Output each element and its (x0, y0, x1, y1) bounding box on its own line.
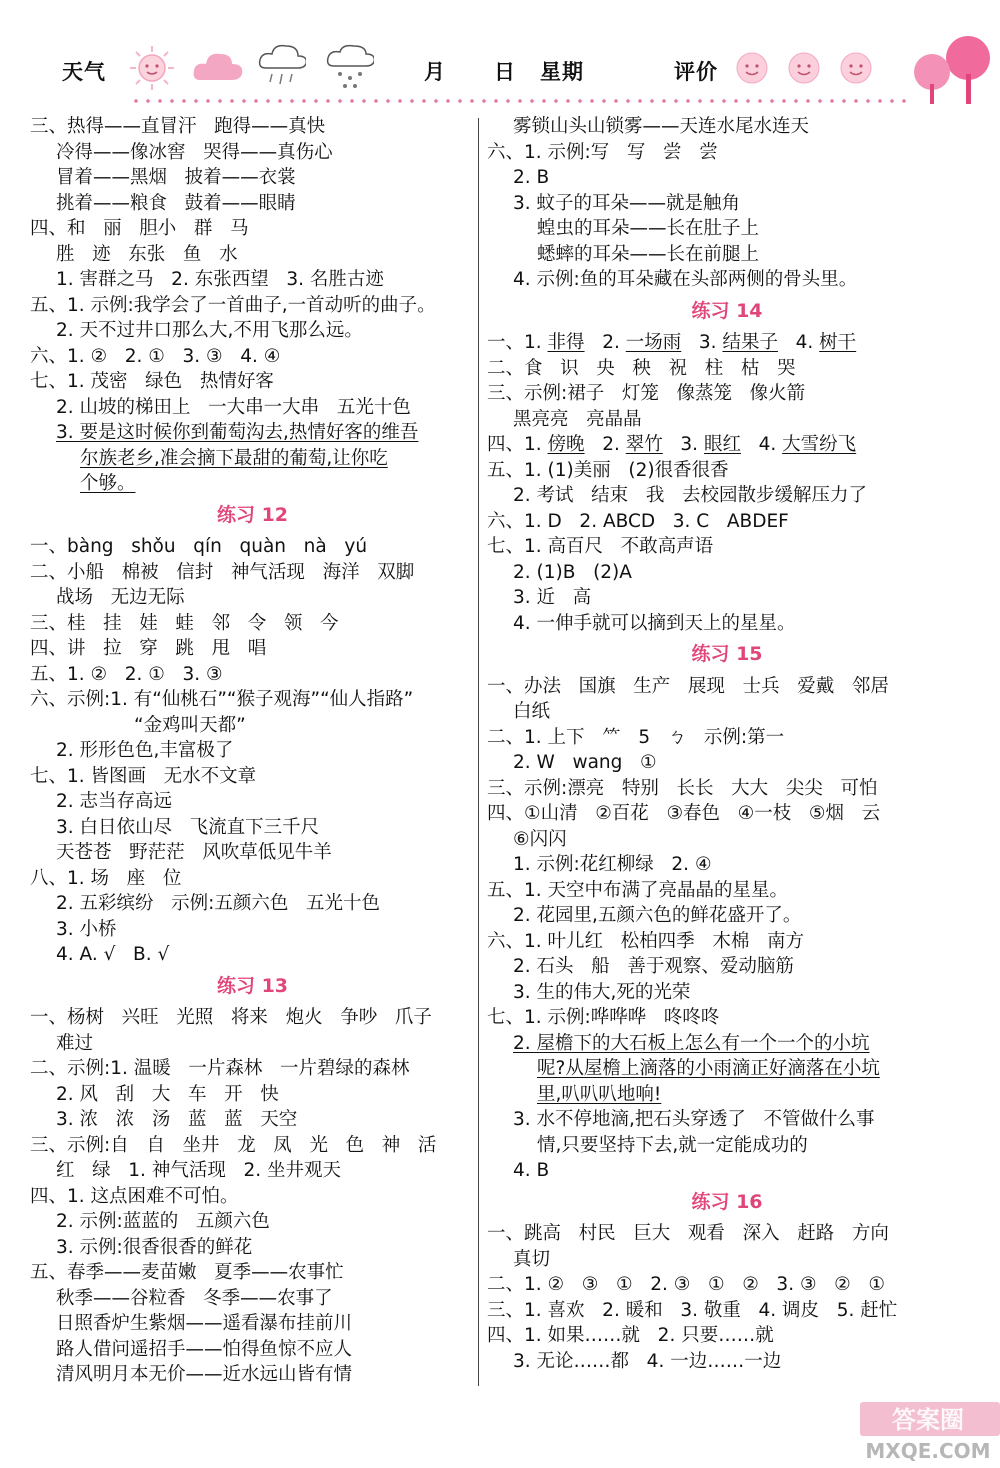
answer-line: 七、1. 皆图画 无水不文章 (30, 765, 257, 787)
answer-line: 一、杨树 兴旺 光照 将来 炮火 争吵 爪子 (30, 1007, 432, 1028)
answer-text: 4. (777, 332, 820, 353)
answer-line: ⑥闪闪 (513, 828, 567, 850)
underlined-answer: 一场雨 (625, 332, 682, 353)
answer-line: 四、①山清 ②百花 ③春色 ④一枝 ⑤烟 云 (487, 803, 881, 824)
section-title: 练习 12 (216, 503, 289, 526)
answer-line: 冒着——黑烟 披着——衣裳 (56, 167, 296, 188)
underlined-answer: 眼红 (703, 434, 741, 455)
answer-line: 红 绿 1. 神气活现 2. 坐井观天 (56, 1160, 341, 1181)
underlined-answer: 非得 (547, 332, 585, 353)
answer-line: 四、1. 如果……就 2. 只要……就 (487, 1325, 774, 1346)
snow-cloud-icon (326, 42, 374, 94)
answer-line (30, 471, 475, 497)
answer-line (30, 446, 475, 472)
answer-line: 2. 石头 船 善于观察、爱动脑筋 (513, 956, 794, 977)
answer-line: 四、和 丽 胆小 群 马 (30, 218, 249, 239)
answer-line: 4. A. √ B. √ (56, 944, 170, 965)
answer-line (487, 1056, 967, 1082)
section-title: 练习 13 (216, 974, 289, 997)
answer-line: 雾锁山头山锁雾——天连水尾水连天 (513, 116, 810, 137)
dotted-divider (130, 97, 910, 105)
answer-line: 二、小船 棉被 信封 神气活现 海洋 双脚 (30, 561, 415, 583)
answer-line: 三、桂 挂 娃 蛙 邻 令 领 今 (30, 612, 339, 634)
answer-line: 3. 生的伟大,死的光荣 (513, 981, 691, 1003)
answer-line: 一、跳高 村民 巨大 观看 深入 赶路 方向 (487, 1223, 889, 1244)
answer-line: 2. 示例:蓝蓝的 五颜六色 (56, 1211, 270, 1232)
answer-line: 2. B (513, 167, 550, 188)
answer-line: 情,只要坚持下去,就一定能成功的 (537, 1134, 808, 1156)
answer-line: 战场 无边无际 (56, 587, 185, 608)
answer-line: 真切 (513, 1248, 551, 1270)
answer-line: 五、1. (1)美丽 (2)很香很香 (487, 459, 729, 481)
answer-line: 2. 五彩缤纷 示例:五颜六色 五光十色 (56, 893, 381, 914)
answer-line: 三、示例:裙子 灯笼 像蒸笼 像火箭 (487, 383, 806, 404)
section-title: 练习 14 (691, 299, 763, 322)
sun-icon (128, 44, 176, 92)
answer-line: 五、1. 天空中布满了亮晶晶的星星。 (487, 879, 789, 901)
answer-line: 2. W wang ① (513, 752, 657, 773)
section-title: 练习 15 (691, 643, 763, 665)
month-label: 月 (424, 60, 446, 84)
answer-line (487, 1082, 967, 1108)
section-title: 练习 16 (691, 1190, 763, 1213)
answer-line: 六、示例:1. 有“仙桃石”“猴子观海”“仙人指路” (30, 689, 414, 710)
answer-line: 4. 一伸手就可以摘到天上的星星。 (513, 612, 796, 634)
right-column (487, 114, 967, 1374)
answer-line: 七、1. 茂密 绿色 热情好客 (30, 371, 274, 392)
answer-line: 2. 志当存高远 (56, 791, 173, 812)
answer-text: 3. (662, 434, 704, 455)
underlined-answer: 翠竹 (625, 434, 663, 455)
answer-line: 六、1. ② 2. ① 3. ③ 4. ④ (30, 345, 281, 367)
smiley-icon (838, 50, 874, 86)
underlined-answer: 尔族老乡,准会摘下最甜的葡萄,让你吃 (80, 447, 388, 469)
answer-text: 2. (584, 434, 626, 455)
answer-line: 难过 (56, 1032, 94, 1054)
answer-line: 五、1. 示例:我学会了一首曲子,一首动听的曲子。 (30, 294, 436, 316)
answer-line: 路人借问遥招手——怕得鱼惊不应人 (56, 1338, 353, 1360)
answer-line: 2. 考试 结束 我 去校园散步缓解压力了 (513, 485, 867, 506)
underlined-answer: 傍晚 (547, 434, 585, 455)
smiley-icon (786, 50, 822, 86)
answer-line (487, 432, 967, 458)
answer-line: 二、1. ② ③ ① 2. ③ ① ② 3. ③ ② ① (487, 1274, 885, 1295)
answer-line: 天苍苍 野茫茫 风吹草低见牛羊 (56, 842, 332, 863)
answer-line: 日照香炉生紫烟——遥看瀑布挂前川 (56, 1313, 353, 1334)
answer-line: 三、热得——直冒汗 跑得——真快 (30, 116, 326, 137)
underlined-answer: 结果子 (722, 332, 778, 353)
svg-text:答案圈: 答案圈 (892, 1406, 964, 1434)
answer-line: 六、1. D 2. ABCD 3. C ABDEF (487, 510, 789, 532)
answer-line: 3. 浓 浓 汤 蓝 蓝 天空 (56, 1109, 298, 1130)
answer-line: 五、1. ② 2. ① 3. ③ (30, 663, 223, 685)
answer-line: 3. 近 高 (513, 587, 592, 608)
answer-line: 3. 蚊子的耳朵——就是触角 (513, 192, 741, 214)
answer-line: 四、讲 拉 穿 跳 甩 唱 (30, 638, 267, 659)
answer-line: 秋季——谷粒香 冬季——农事了 (56, 1287, 333, 1309)
answer-line: 三、1. 喜欢 2. 暖和 3. 敬重 4. 调皮 5. 赶忙 (487, 1299, 898, 1321)
underlined-answer: 呢?从屋檐上滴落的小雨滴正好滴落在小坑 (537, 1058, 880, 1079)
smiley-icon (734, 50, 770, 86)
answer-line: 二、1. 上下 ⺮ 5 ㄅ 示例:第一 (487, 726, 785, 748)
left-column (30, 114, 475, 1388)
underlined-answer: 2. 屋檐下的大石板上怎么有一个一个的小坑 (513, 1032, 870, 1054)
answer-line: 六、1. 叶儿红 松柏四季 木棉 南方 (487, 930, 804, 952)
answer-line: 三、示例:漂亮 特别 长长 大大 尖尖 可怕 (487, 777, 878, 799)
watermark-logo (860, 1372, 1000, 1464)
column-divider (478, 118, 479, 1386)
day-label: 日 (494, 60, 516, 84)
answer-line: 四、1. 这点困难不可怕。 (30, 1185, 239, 1207)
underlined-answer: 3. 要是这时候你到葡萄沟去,热情好客的维吾 (56, 422, 419, 443)
answer-line: 2. 花园里,五颜六色的鲜花盛开了。 (513, 905, 802, 926)
answer-line: 3. 小桥 (56, 918, 117, 940)
answer-line: 黑亮亮 亮晶晶 (513, 408, 642, 430)
answer-line: 2. 山坡的梯田上 一大串一大串 五光十色 (56, 396, 411, 418)
answer-line (30, 420, 475, 446)
answer-line: 2. 天不过井口那么大,不用飞那么远。 (56, 320, 363, 341)
underlined-answer: 里,叭叭叭地响! (537, 1083, 662, 1105)
answer-line: 4. B (513, 1160, 550, 1181)
answer-line: 六、1. 示例:写 写 尝 尝 (487, 141, 718, 163)
answer-line: 二、食 识 央 秧 祝 柱 枯 哭 (487, 357, 796, 379)
tree-decoration-icon (908, 34, 1000, 106)
answer-line (487, 330, 967, 356)
answer-line: 3. 水不停地滴,把石头穿透了 不管做什么事 (513, 1109, 875, 1130)
answer-line: “金鸡叫天都” (134, 714, 246, 736)
answer-line: 八、1. 场 座 位 (30, 867, 182, 889)
answer-line: 蝗虫的耳朵——长在肚子上 (537, 218, 760, 239)
answer-text: 四、1. (487, 434, 548, 455)
answer-line: 4. 示例:鱼的耳朵藏在头部两侧的骨头里。 (513, 269, 858, 290)
answer-line: 一、bàng shǒu qín quàn nà yú (30, 536, 368, 557)
answer-line: 1. 示例:花红柳绿 2. ④ (513, 854, 712, 875)
answer-text: 4. (740, 434, 783, 455)
answer-line: 2. 风 刮 大 车 开 快 (56, 1083, 279, 1105)
answer-text: 2. (584, 332, 626, 353)
page-header (0, 0, 1000, 112)
answer-line: 一、办法 国旗 生产 展现 士兵 爱戴 邻居 (487, 675, 889, 697)
underlined-answer: 树干 (819, 332, 857, 353)
answer-line: 3. 示例:很香很香的鲜花 (56, 1236, 253, 1258)
svg-text:MXQE.COM: MXQE.COM (865, 1439, 991, 1463)
answer-line: 挑着——粮食 鼓着——眼睛 (56, 192, 296, 214)
answer-text: 一、1. (487, 332, 548, 353)
rain-cloud-icon (258, 42, 306, 94)
answer-text: 3. (681, 332, 723, 353)
answer-line: 1. 害群之马 2. 东张西望 3. 名胜古迹 (56, 269, 384, 290)
underlined-answer: 个够。 (80, 473, 136, 494)
underlined-answer: 大雪纷飞 (782, 434, 857, 455)
cloud-icon (192, 48, 244, 84)
answer-line: 蟋蟀的耳朵——长在前腿上 (537, 243, 760, 265)
answer-line: 2. (1)B (2)A (513, 561, 632, 583)
weather-label: 天气 (62, 60, 106, 84)
answer-line: 胜 迹 东张 鱼 水 (56, 243, 238, 265)
answer-line: 冷得——像冰窖 哭得——真伤心 (56, 141, 333, 163)
answer-line (487, 1031, 967, 1057)
answer-line: 3. 白日依山尽 飞流直下三千尺 (56, 816, 320, 838)
rating-label: 评价 (674, 60, 718, 84)
weekday-label: 星期 (540, 60, 584, 84)
answer-line: 七、1. 示例:哗哗哗 咚咚咚 (487, 1007, 720, 1028)
answer-line: 白纸 (513, 701, 551, 722)
answer-line: 五、春季——麦苗嫩 夏季——农事忙 (30, 1262, 344, 1283)
watermark-icon (860, 1372, 1000, 1464)
answer-line: 七、1. 高百尺 不敢高声语 (487, 536, 714, 557)
answer-line: 三、示例:自 自 坐井 龙 凤 光 色 神 活 (30, 1134, 437, 1156)
answer-line: 清风明月本无价——近水远山皆有情 (56, 1364, 353, 1385)
answer-line: 3. 无论……都 4. 一边……一边 (513, 1350, 782, 1372)
answer-line: 二、示例:1. 温暖 一片森林 一片碧绿的森林 (30, 1058, 410, 1079)
answer-line: 2. 形形色色,丰富极了 (56, 740, 234, 761)
